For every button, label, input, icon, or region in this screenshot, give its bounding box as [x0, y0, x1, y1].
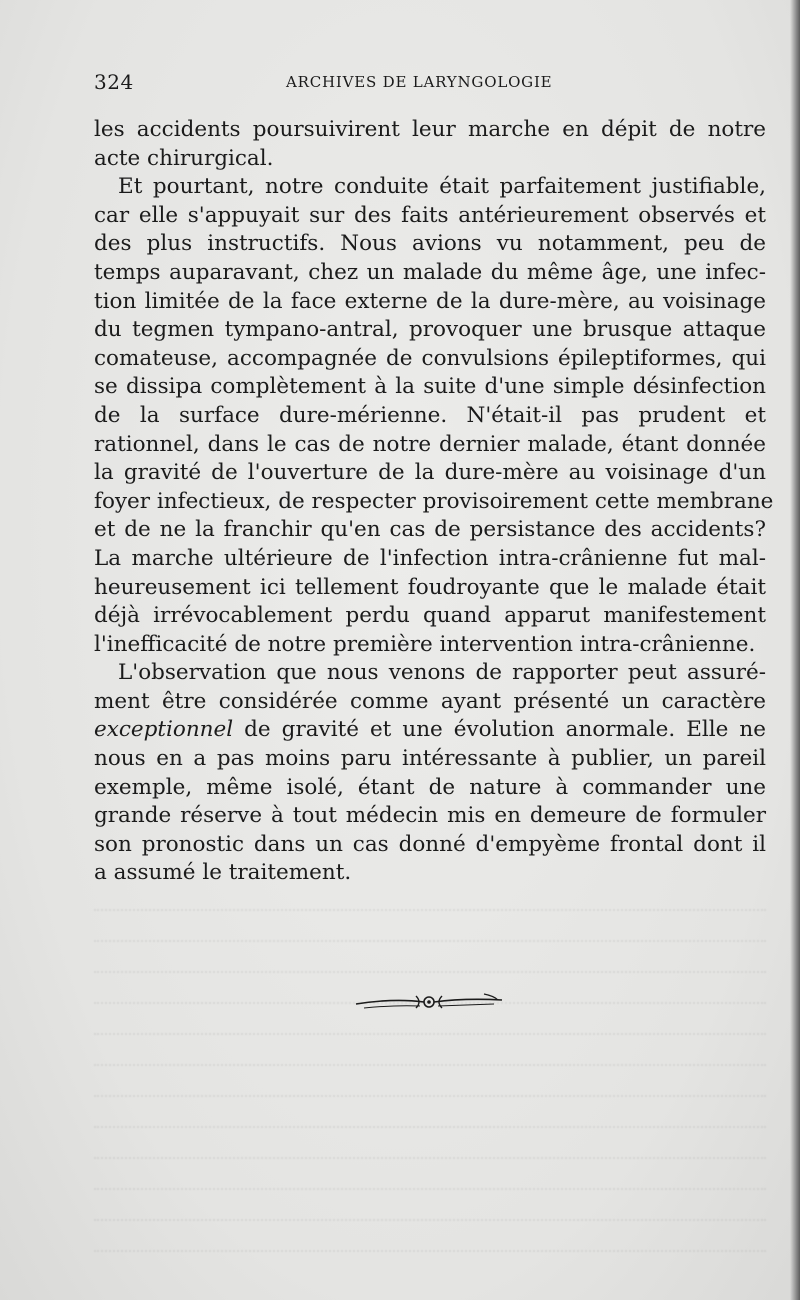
page-number: 324: [94, 70, 134, 94]
text-line: Et pourtant, notre conduite était parfaitement justifiable,: [118, 174, 766, 200]
text-line: son pronostic dans un cas donné d'empyème frontal dont il: [94, 831, 766, 857]
text-line: du tegmen tympano-antral, provoquer une brusque attaque: [94, 317, 766, 343]
text-line: se dissipa complètement à la suite d'une simple désinfection: [94, 374, 766, 400]
text-line: acte chirurgical.: [94, 145, 274, 171]
text-line: les accidents poursuivirent leur marche en dépit de notre: [94, 117, 766, 142]
text-line: L'observation que nous venons de rapporter peut assuré-: [118, 660, 766, 686]
fleuron-ornament-icon: [354, 988, 504, 1016]
text-line: de la surface dure-mérienne. N'était-il pas prudent et: [94, 402, 766, 428]
text-line: des plus instructifs. Nous avions vu notamment, peu de: [94, 231, 766, 257]
text-line: exemple, même isolé, étant de nature à commander une: [94, 774, 766, 800]
text-line: rationnel, dans le cas de notre dernier malade, étant donnée: [94, 431, 766, 457]
text-line: l'inefficacité de notre première intervention intra-crânienne.: [94, 631, 756, 657]
text-line: la gravité de l'ouverture de la dure-mère au voisinage d'un: [94, 460, 766, 486]
text-line: et de ne la franchir qu'en cas de persistance des accidents?: [94, 517, 766, 543]
text-line-with-italic: [94, 716, 766, 745]
body-text: [94, 116, 774, 888]
text-line: a assumé le traitement.: [94, 860, 352, 886]
text-line: comateuse, accompagnée de convulsions épileptiformes, qui: [94, 345, 766, 371]
text-line: tion limitée de la face externe de la dure-mère, au voisinage: [94, 288, 766, 314]
italic-word: exceptionnel: [94, 717, 234, 743]
text-line: heureusement ici tellement foudroyante que le malade était: [94, 574, 766, 600]
text-line: déjà irrévocablement perdu quand apparut manifestement: [94, 603, 766, 629]
text-line: ment être considérée comme ayant présenté un caractère: [94, 688, 766, 714]
text-line: foyer infectieux, de respecter provisoirement cette membrane: [94, 488, 774, 514]
page-edge-shadow: [790, 0, 800, 1300]
running-head: ARCHIVES DE LARYNGOLOGIE: [286, 73, 553, 91]
show-through-text: [94, 880, 766, 1240]
text-line: car elle s'appuyait sur des faits antérieurement observés et: [94, 202, 766, 228]
text-line: nous en a pas moins paru intéressante à publier, un pareil: [94, 746, 766, 772]
text-line: temps auparavant, chez un malade du même âge, une infec-: [94, 259, 766, 285]
text-line: grande réserve à tout médecin mis en demeure de formuler: [94, 803, 766, 829]
text-line: La marche ultérieure de l'infection intra-crânienne fut mal-: [94, 545, 766, 571]
page-header: [94, 70, 766, 100]
text-line-rest: de gravité et une évolution anormale. Elle ne: [244, 717, 766, 743]
